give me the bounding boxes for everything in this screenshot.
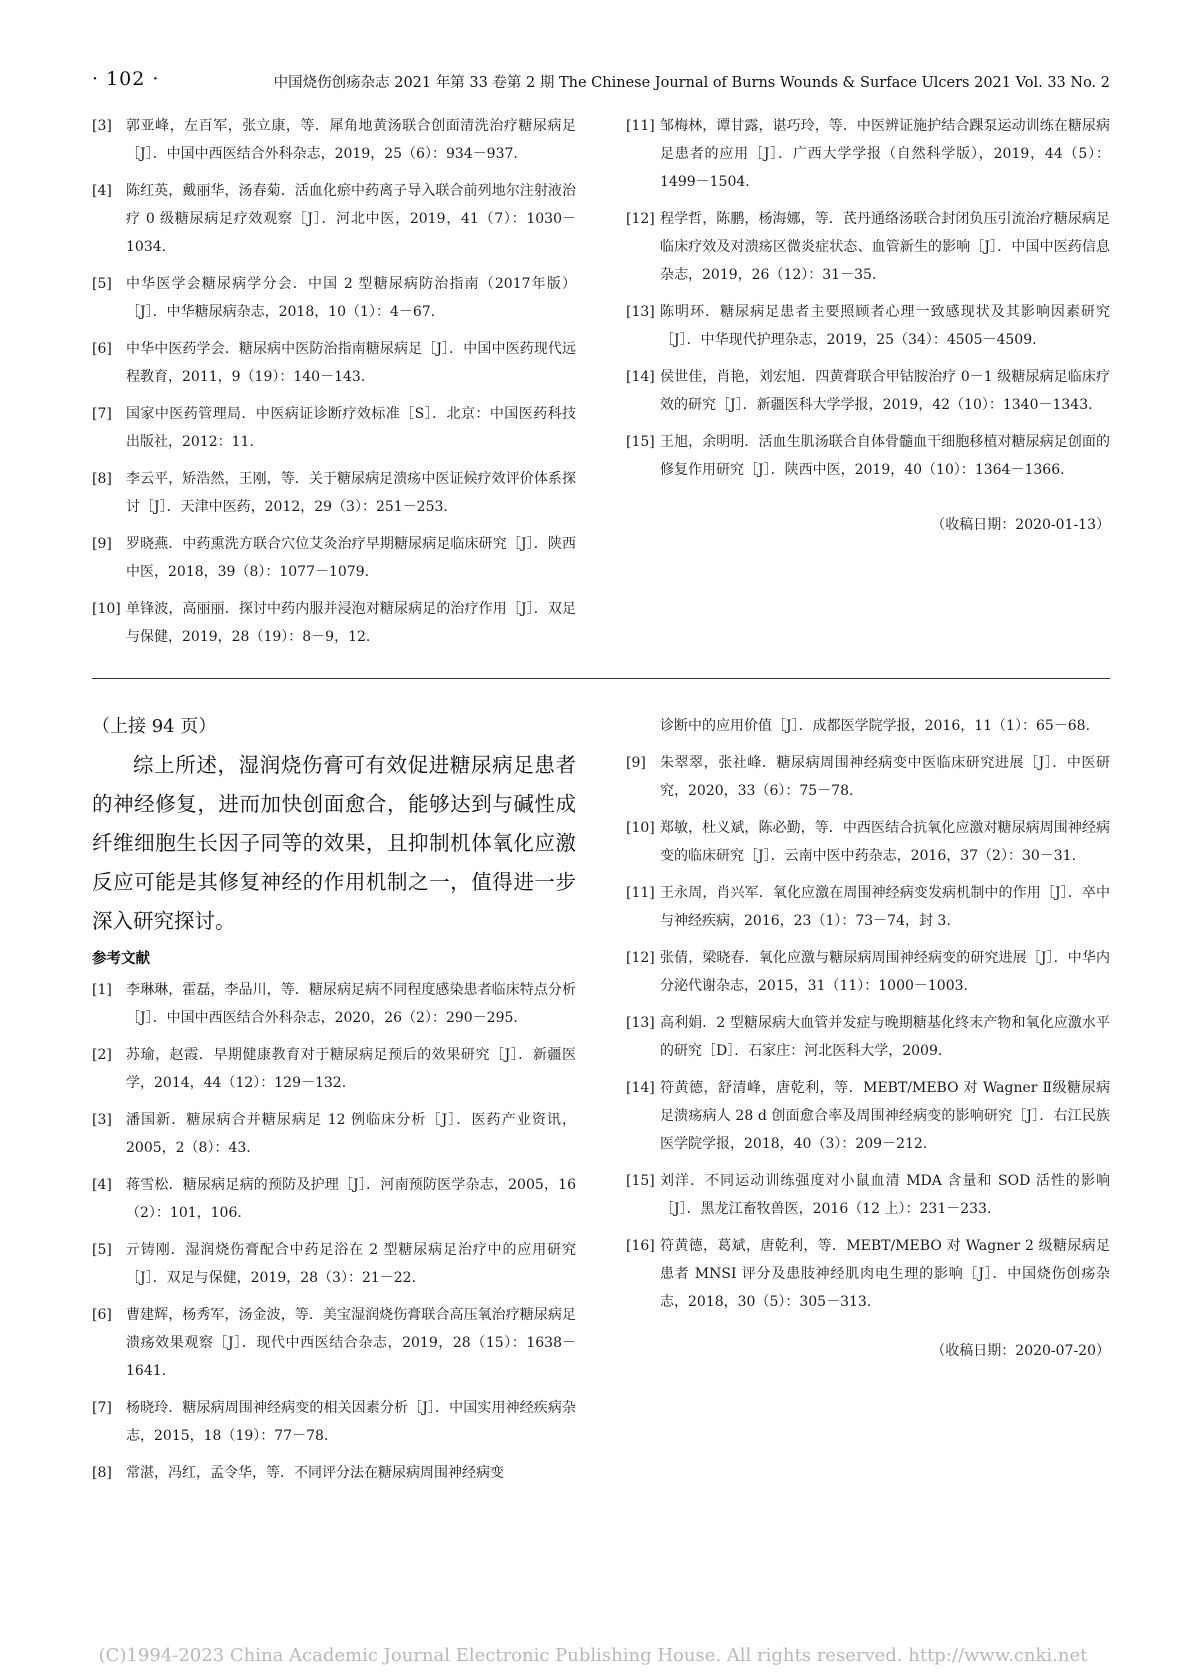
reference-number: [8]: [92, 471, 112, 487]
reference-text: 符黄德，舒清峰，唐乾利，等．MEBT/MEBO 对 Wagner Ⅱ级糖尿病足溃疡病人 28 d 创面愈合率及周围神经病变的影响研究［J］．右江民族医学院学报，2018，40（3）：209－212.: [660, 1080, 1110, 1152]
reference-number: [14]: [626, 1080, 655, 1096]
reference-item: [92, 270, 576, 326]
reference-number: [6]: [92, 341, 112, 357]
reference-text: 朱翠翠，张社峰．糖尿病周围神经病变中医临床研究进展［J］．中医研究，2020，33（6）：75－78.: [660, 755, 1110, 799]
reference-number: [5]: [92, 1242, 112, 1258]
reference-text: 王旭，余明明．活血生肌汤联合自体骨髓血干细胞移植对糖尿病足创面的修复作用研究［J］．陕西中医，2019，40（10）：1364－1366.: [660, 434, 1110, 478]
reference-text: 罗晓燕．中药熏洗方联合穴位艾灸治疗早期糖尿病足临床研究［J］．陕西中医，2018，39（8）：1077－1079.: [126, 536, 576, 580]
reference-text: 常湛，冯红，孟令华，等．不同评分法在糖尿病周围神经病变: [126, 1465, 504, 1481]
reference-item: [92, 335, 576, 391]
reference-text: 高利娟．2 型糖尿病大血管并发症与晚期糖基化终末产物和氧化应激水平的研究［D］．石家庄：河北医科大学，2009.: [660, 1015, 1110, 1059]
bottom-left-column: [92, 712, 576, 1496]
reference-item: [92, 595, 576, 651]
reference-text: 侯世佳，肖艳，刘宏旭．四黄膏联合甲钴胺治疗 0－1 级糖尿病足临床疗效的研究［J］．新疆医科大学学报，2019，42（10）：1340－1343.: [660, 369, 1110, 413]
reference-text: 程学哲，陈鹏，杨海娜，等．芪丹通络汤联合封闭负压引流治疗糖尿病足临床疗效及对溃疡区微炎症状态、血管新生的影响［J］．中国中医药信息杂志，2019，26（12）：31－35.: [660, 211, 1110, 283]
reference-item: [92, 400, 576, 456]
reference-text: 李琳琳，霍磊，李品川，等．糖尿病足病不同程度感染患者临床特点分析［J］．中国中西医结合外科杂志，2020，26（2）：290－295.: [126, 982, 576, 1026]
reference-text: 国家中医药管理局．中医病证诊断疗效标准［S］．北京：中国医药科技出版社，2012：11.: [126, 406, 576, 450]
reference-number: [7]: [92, 406, 112, 422]
reference-item: [626, 814, 1110, 870]
reference-text: 单锋波，高丽丽．探讨中药内服并浸泡对糖尿病足的治疗作用［J］．双足与保健，2019，28（19）：8－9，12.: [126, 601, 576, 645]
copyright-footer: (C)1994-2023 China Academic Journal Electronic Publishing House. All rights reserved. http://www.cnki.net: [98, 1645, 1088, 1666]
page-header: [92, 68, 1110, 98]
reference-text: 曹建辉，杨秀军，汤金波，等．美宝湿润烧伤膏联合高压氧治疗糖尿病足溃疡效果观察［J］．现代中西医结合杂志，2019，28（15）：1638－1641.: [126, 1307, 576, 1379]
reference-number: [12]: [626, 211, 655, 227]
conclusion-paragraph: 综上所述，湿润烧伤膏可有效促进糖尿病足患者的神经修复，进而加快创面愈合，能够达到与碱性成纤维细胞生长因子同等的效果，且抑制机体氧化应激反应可能是其修复神经的作用机制之一，值得进一步深入研究探讨。: [92, 753, 576, 933]
reference-number: [10]: [92, 601, 121, 617]
reference-item: [626, 112, 1110, 196]
reference-item: [626, 363, 1110, 419]
reference-item: [626, 879, 1110, 935]
reference-item: [626, 205, 1110, 289]
reference-number: [8]: [92, 1465, 112, 1481]
reference-number: [14]: [626, 369, 655, 385]
reference-number: [4]: [92, 183, 112, 199]
reference-text: 刘洋．不同运动训练强度对小鼠血清 MDA 含量和 SOD 活性的影响［J］．黑龙江畜牧兽医，2016（12 上）：231－233.: [660, 1173, 1110, 1217]
reference-text: 苏瑜，赵霞．早期健康教育对于糖尿病足预后的效果研究［J］．新疆医学，2014，44（12）：129－132.: [126, 1047, 576, 1091]
reference-number: [15]: [626, 434, 655, 450]
reference-item: [92, 177, 576, 261]
reference-text: 亓铸刚．湿润烧伤膏配合中药足浴在 2 型糖尿病足治疗中的应用研究［J］．双足与保健，2019，28（3）：21－22.: [126, 1242, 576, 1286]
reference-number: [9]: [626, 755, 646, 771]
reference-item: [626, 944, 1110, 1000]
reference-item: [92, 1301, 576, 1385]
reference-text: 诊断中的应用价值［J］．成都医学院学报，2016，11（1）：65－68.: [660, 718, 1091, 734]
reference-number: [5]: [92, 276, 112, 292]
reference-item: [92, 1394, 576, 1450]
reference-item: [626, 1009, 1110, 1065]
reference-item: [92, 1106, 576, 1162]
journal-title: 中国烧伤创疡杂志 2021 年第 33 卷第 2 期 The Chinese Journal of Burns Wounds & Surface Ulcers 2021 Vol. 33 No. 2: [273, 75, 1110, 91]
references-heading: 参考文献: [92, 951, 150, 967]
reference-text: 杨晓玲．糖尿病周围神经病变的相关因素分析［J］．中国实用神经疾病杂志，2015，18（19）：77－78.: [126, 1400, 576, 1444]
reference-text: 中华医学会糖尿病学分会．中国 2 型糖尿病防治指南（2017年版）［J］．中华糖尿病杂志，2018，10（1）：4－67.: [126, 276, 576, 320]
reference-item: [626, 749, 1110, 805]
reference-number: [13]: [626, 1015, 655, 1031]
reference-item: [626, 1074, 1110, 1158]
reference-number: [4]: [92, 1177, 112, 1193]
reference-item: [626, 298, 1110, 354]
received-date: （收稿日期：2020-07-20）: [931, 1343, 1110, 1359]
top-left-references: [92, 112, 576, 660]
bottom-right-references: [626, 712, 1110, 1360]
reference-item: [92, 1171, 576, 1227]
reference-item: [92, 530, 576, 586]
reference-text: 符黄德，葛斌，唐乾利，等．MEBT/MEBO 对 Wagner 2 级糖尿病足患者 MNSI 评分及患肢神经肌肉电生理的影响［J］．中国烧伤创疡杂志，2018，30（5）：305－313.: [660, 1238, 1110, 1310]
reference-number: [7]: [92, 1400, 112, 1416]
reference-number: [9]: [92, 536, 112, 552]
reference-item: [92, 1459, 576, 1487]
reference-item: [626, 1232, 1110, 1316]
reference-number: [10]: [626, 820, 655, 836]
reference-text: 陈明环．糖尿病足患者主要照顾者心理一致感现状及其影响因素研究［J］．中华现代护理杂志，2019，25（34）：4505－4509.: [660, 304, 1110, 348]
reference-item: [626, 1167, 1110, 1223]
reference-item: [92, 1041, 576, 1097]
reference-number: [3]: [92, 1112, 112, 1128]
reference-text: 中华中医药学会．糖尿病中医防治指南糖尿病足［J］．中国中医药现代远程教育，2011，9（19）：140－143.: [126, 341, 576, 385]
page-number: · 102 ·: [92, 68, 160, 90]
reference-item: [92, 112, 576, 168]
reference-text: 陈红英，戴丽华，汤春菊．活血化瘀中药离子导入联合前列地尔注射液治疗 0 级糖尿病足疗效观察［J］．河北中医，2019，41（7）：1030－1034.: [126, 183, 576, 255]
reference-number: [2]: [92, 1047, 112, 1063]
reference-text: 蒋雪松．糖尿病足病的预防及护理［J］．河南预防医学杂志，2005，16（2）：101，106.: [126, 1177, 576, 1221]
reference-number: [11]: [626, 118, 655, 134]
reference-text: 郭亚峰，左百军，张立康，等．犀角地黄汤联合创面清洗治疗糖尿病足［J］．中国中西医结合外科杂志，2019，25（6）：934－937.: [126, 118, 576, 162]
reference-number: [6]: [92, 1307, 112, 1323]
reference-continuation: [626, 712, 1110, 740]
reference-number: [13]: [626, 304, 655, 320]
reference-text: 王永周，肖兴军．氧化应激在周围神经病变发病机制中的作用［J］．卒中与神经疾病，2016，23（1）：73－74，封 3.: [660, 885, 1110, 929]
reference-text: 邹梅林，谭甘露，谌巧玲，等．中医辨证施护结合踝泵运动训练在糖尿病足患者的应用［J］．广西大学学报（自然科学版），2019，44（5）：1499－1504.: [660, 118, 1110, 190]
reference-text: 潘国新．糖尿病合并糖尿病足 12 例临床分析［J］．医药产业资讯，2005，2（8）：43.: [126, 1112, 576, 1156]
reference-item: [92, 976, 576, 1032]
reference-item: [92, 465, 576, 521]
reference-number: [3]: [92, 118, 112, 134]
reference-item: [626, 428, 1110, 484]
reference-number: [1]: [92, 982, 112, 998]
reference-number: [16]: [626, 1238, 655, 1254]
section-divider: [92, 678, 1110, 679]
reference-number: [11]: [626, 885, 655, 901]
received-date: （收稿日期：2020-01-13）: [931, 517, 1110, 533]
reference-text: 李云平，矫浩然，王刚，等．关于糖尿病足溃疡中医证候疗效评价体系探讨［J］．天津中医药，2012，29（3）：251－253.: [126, 471, 576, 515]
continued-from-note: （上接 94 页）: [92, 716, 217, 737]
reference-item: [92, 1236, 576, 1292]
reference-text: 郑敏，杜义斌，陈必勤，等．中西医结合抗氧化应激对糖尿病周围神经病变的临床研究［J］．云南中医中药杂志，2016，37（2）：30－31.: [660, 820, 1110, 864]
top-right-references: [626, 112, 1110, 534]
reference-number: [12]: [626, 950, 655, 966]
reference-text: 张倩，梁晓春．氧化应激与糖尿病周围神经病变的研究进展［J］．中华内分泌代谢杂志，2015，31（11）：1000－1003.: [660, 950, 1110, 994]
reference-number: [15]: [626, 1173, 655, 1189]
